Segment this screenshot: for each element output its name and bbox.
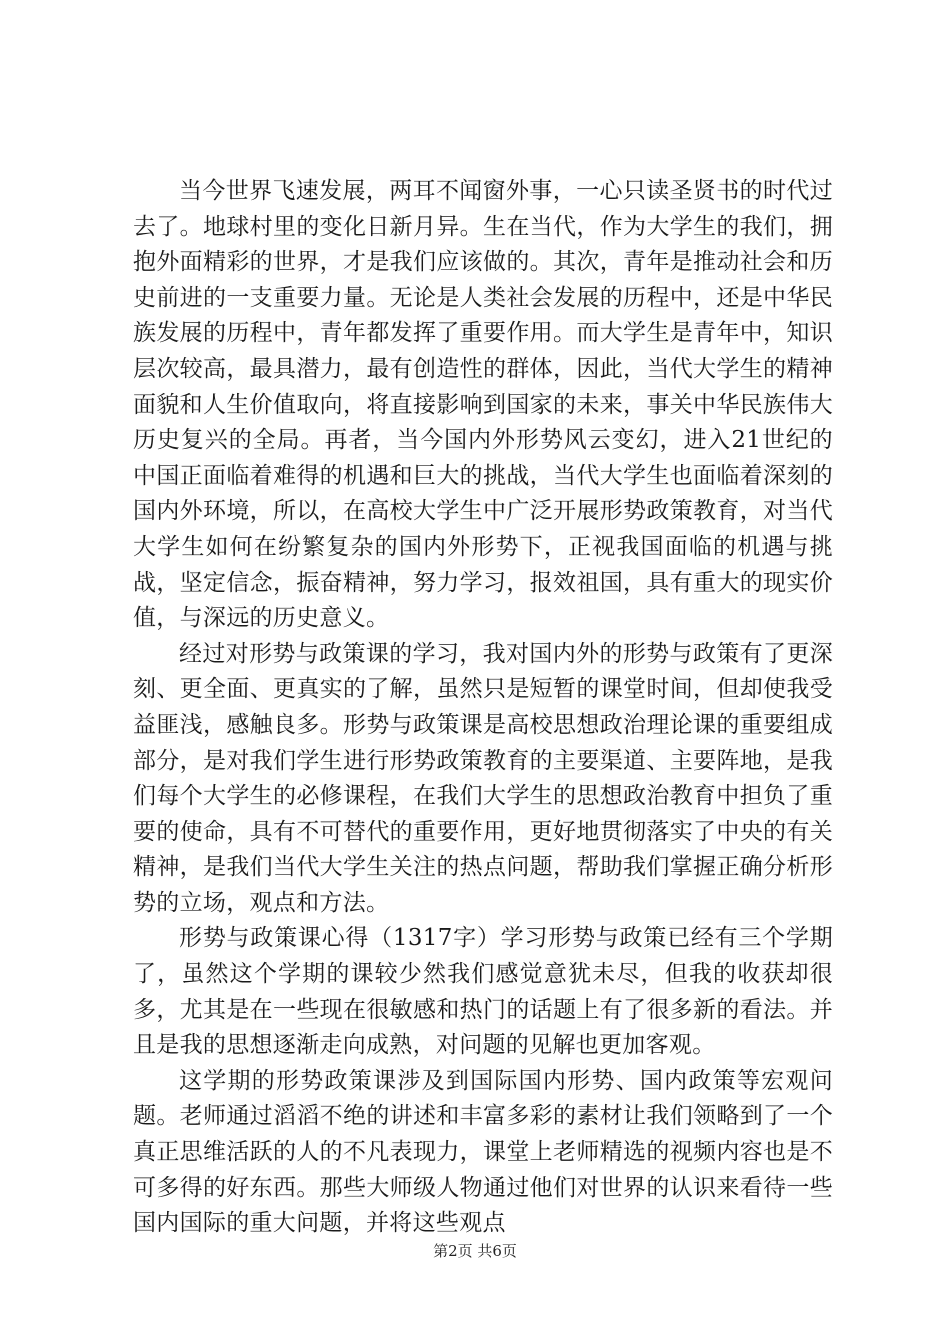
paragraph-1: 当今世界飞速发展，两耳不闻窗外事，一心只读圣贤书的时代过去了。地球村里的变化日新月异。生在当代，作为大学生的我们，拥抱外面精彩的世界，才是我们应该做的。其次，青年是推动社会和历史前进的一支重要力量。无论是人类社会发展的历程中，还是中华民族发展的历程中，青年都发挥了重要作用。而大学生是青年中，知识层次较高，最具潜力，最有创造性的群体，因此，当代大学生的精神面貌和人生价值取向，将直接影响到国家的未来，事关中华民族伟大历史复兴的全局。再者，当今国内外形势风云变幻，进入21世纪的中国正面临着难得的机遇和巨大的挑战，当代大学生也面临着深刻的国内外环境，所以，在高校大学生中广泛开展形势政策教育，对当代大学生如何在纷繁复杂的国内外形势下，正视我国面临的机遇与挑战，坚定信念，振奋精神，努力学习，报效祖国，具有重大的现实价值，与深远的历史意义。 [133,178,833,632]
paragraph-2: 经过对形势与政策课的学习，我对国内外的形势与政策有了更深刻、更全面、更真实的了解，虽然只是短暂的课堂时间，但却使我受益匪浅，感触良多。形势与政策课是高校思想政治理论课的重要组成部分，是对我们学生进行形势政策教育的主要渠道、主要阵地，是我们每个大学生的必修课程，在我们大学生的思想政治教育中担负了重要的使命，具有不可替代的重要作用，更好地贯彻落实了中央的有关精神，是我们当代大学生关注的热点问题，帮助我们掌握正确分析形势的立场，观点和方法。 [133,640,833,916]
document-body [133,174,833,1242]
paragraph-4: 这学期的形势政策课涉及到国际国内形势、国内政策等宏观问题。老师通过滔滔不绝的讲述和丰富多彩的素材让我们领略到了一个真正思维活跃的人的不凡表现力，课堂上老师精选的视频内容也是不可多得的好东西。那些大师级人物通过他们对世界的认识来看待一些国内国际的重大问题，并将这些观点 [133,1067,833,1237]
paragraph-3: 形势与政策课心得（1317字）学习形势与政策已经有三个学期了，虽然这个学期的课较少然我们感觉意犹未尽，但我的收获却很多，尤其是在一些现在很敏感和热门的话题上有了很多新的看法。并且是我的思想逐渐走向成熟，对问题的见解也更加客观。 [133,925,833,1059]
page-number-footer: 第2页 共6页 [433,1242,517,1260]
